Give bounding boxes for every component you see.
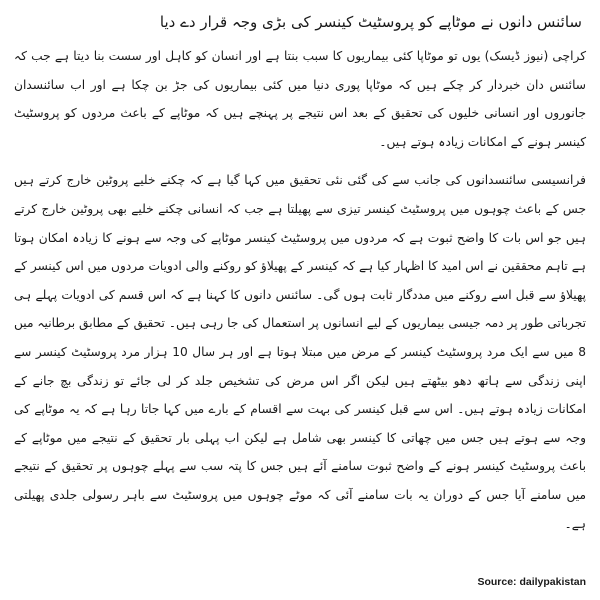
article-paragraph: کراچی (نیوز ڈیسک) یوں تو موٹاپا کئی بیماریوں کا سبب بنتا ہے اور انسان کو کاہل اور سست بنا دیتا ہے جب کہ سائنس دان خبردار کر چکے ہیں کہ موٹاپا پوری دنیا میں کئی بیماریوں کی جڑ بن چکا ہے اور اب سائنسدان جانوروں اور انسانی خلیوں کی تحقیق کے بعد اس نتیجے پر پہنچے ہیں کہ موٹاپے کے باعث مردوں کو پروسٹیٹ کینسر ہونے کے امکانات زیادہ ہوتے ہیں۔ — [14, 49, 586, 149]
article-paragraph: فرانسیسی سائنسدانوں کی جانب سے کی گئی نئی تحقیق میں کہا گیا ہے کہ چکنے خلیے پروٹین خارج کرتے ہیں جس کے باعث چوہوں میں پروسٹیٹ کینسر تیزی سے پھیلتا ہے جب کہ انسانی چکنے خلیے بھی پروٹین خارج کرتے ہیں جو اس بات کا واضح ثبوت ہے کہ مردوں میں پروسٹیٹ کینسر موٹاپے کی وجہ سے ہونے کا زیادہ امکان ہوتا ہے تاہم محققین نے اس امید کا اظہار کیا ہے کہ کینسر کے پھیلاؤ کو روکنے والی ادویات مردوں میں اس کینسر کے پھیلاؤ سے قبل اسے روکنے میں مددگار ثابت ہوں گی۔ سائنس دانوں کا کہنا ہے کہ اس قسم کی ادویات پہلے ہی تجرباتی طور پر دمہ جیسی بیماریوں کے لیے انسانوں پر استعمال کی جا رہی ہیں۔ تحقیق کے مطابق برطانیہ میں 8 میں سے ایک مرد پروسٹیٹ کینسر کے مرض میں مبتلا ہوتا ہے اور ہر سال 10 ہزار مرد پروسٹیٹ کینسر سے اپنی زندگی سے ہاتھ دھو بیٹھتے ہیں لیکن اگر اس مرض کی تشخیص جلد کر لی جائے تو زندگی بچ جانے کے امکانات زیادہ ہوتے ہیں۔ اس سے قبل کینسر کی بہت سے اقسام کے بارے میں کہا جاتا رہا ہے کہ یہ موٹاپے کی وجہ سے ہوتے ہیں جس میں چھاتی کا کینسر بھی شامل ہے لیکن اب پہلی بار تحقیق کے نتیجے میں موٹاپے کے باعث پروسٹیٹ کینسر ہونے کے واضح ثبوت سامنے آئے ہیں جس کا پتہ سب سے پہلے چوہوں پر تحقیق کے نتیجے میں سامنے آیا جس کے دوران یہ بات سامنے آئی کہ موٹے چوہوں میں پروسٹیٹ سے باہر رسولی جلدی پھیلتی ہے۔ — [14, 173, 586, 531]
article-headline: سائنس دانوں نے موٹاپے کو پروسٹیٹ کینسر کی بڑی وجہ قرار دے دیا — [159, 13, 582, 31]
article — [14, 8, 586, 548]
source-credit: Source: dailypakistan — [477, 576, 586, 588]
